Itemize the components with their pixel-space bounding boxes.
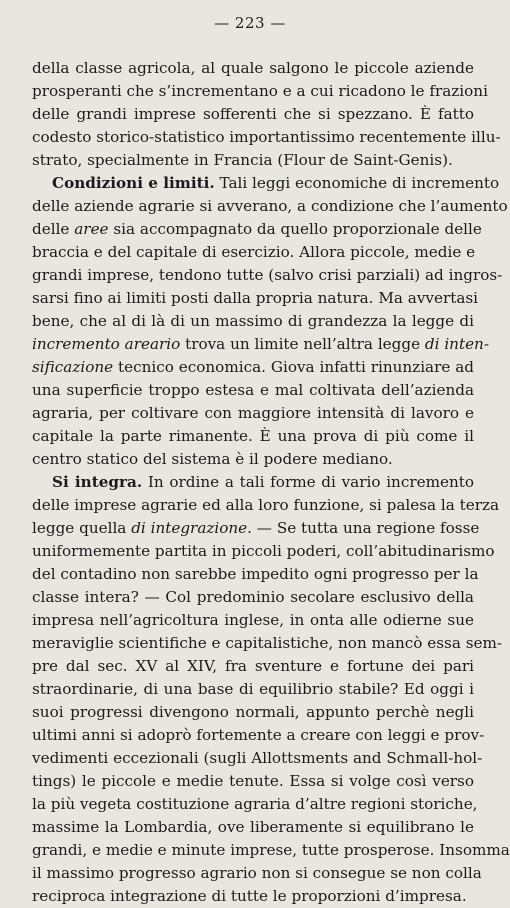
page-number: — 223 — — [214, 14, 286, 32]
text-line — [32, 563, 479, 586]
line-text: meraviglie scientifiche e capitalistiche, non mancò essa sem- — [32, 634, 503, 652]
text-line — [32, 494, 500, 517]
line-text: una superficie troppo estesa e mal coltivata dell’azienda — [32, 381, 474, 399]
text-line — [32, 172, 500, 195]
text-line — [32, 885, 474, 908]
line-text: delle aziende agrarie si avverano, a condizione che l’aumento — [32, 197, 508, 215]
text-line — [32, 586, 474, 609]
text-line — [32, 379, 474, 402]
line-text: grandi, e medie e minute imprese, tutte prosperose. Insomma — [32, 841, 510, 859]
italic-term: sificazione — [32, 358, 114, 376]
line-text: strato, specialmente in Francia (Flour de Saint-Genis). — [32, 151, 453, 169]
line-text: braccia e del capitale di esercizio. Allora piccole, medie e — [32, 243, 476, 261]
line-text: vedimenti eccezionali (sugli Allottsments and Schmall-hol- — [32, 749, 483, 767]
line-text: sia accompagnato da quello proporzionale delle — [108, 220, 482, 238]
section-lead: Condizioni e limiti. — [52, 174, 215, 192]
line-text: sarsi fino ai limiti posti dalla propria natura. Ma avvertasi — [32, 289, 479, 307]
italic-term: incremento areario — [32, 335, 181, 353]
text-line — [32, 356, 474, 379]
text-line — [32, 609, 474, 632]
text-line — [32, 471, 474, 494]
line-text: della classe agricola, al quale salgono le piccole aziende — [32, 59, 474, 77]
text-line — [32, 655, 474, 678]
line-text: pre dal sec. XV al XIV, fra sventure e fortune dei pari — [32, 657, 474, 675]
body-text — [32, 57, 510, 908]
text-line — [32, 770, 474, 793]
line-text: codesto storico-statistico importantissimo recentemente illu- — [32, 128, 501, 146]
text-line — [32, 540, 495, 563]
line-text-prefix: legge quella — [32, 519, 132, 537]
text-line — [32, 448, 474, 471]
line-text: — Se tutta una regione fosse — [251, 519, 480, 537]
line-text: suoi progressi divengono normali, appunto perchè negli — [32, 703, 474, 721]
line-text: centro statico del sistema è il podere mediano. — [32, 450, 393, 468]
line-text: classe intera? — Col predominio secolare esclusivo della — [32, 588, 474, 606]
text-line — [32, 103, 474, 126]
line-text: il massimo progresso agrario non si consegue se non colla — [32, 864, 482, 882]
italic-term: aree — [74, 220, 109, 238]
text-line — [32, 80, 488, 103]
text-line — [32, 793, 478, 816]
line-text: trova un limite nell’altra legge — [180, 335, 425, 353]
text-line — [32, 816, 474, 839]
line-text: tecnico economica. Giova infatti rinunziare ad — [113, 358, 474, 376]
italic-term: di inten- — [424, 335, 489, 353]
line-text: ultimi anni si adoprò fortemente a creare con leggi e prov- — [32, 726, 485, 744]
line-text: Tali leggi economiche di incremento — [214, 174, 500, 192]
line-text: uniformemente partita in piccoli poderi, coll’abitudinarismo — [32, 542, 495, 560]
text-line — [32, 632, 503, 655]
text-line — [32, 195, 508, 218]
line-text: del contadino non sarebbe impedito ogni progresso per la — [32, 565, 479, 583]
line-text: grandi imprese, tendono tutte (salvo crisi parziali) ad ingros- — [32, 266, 503, 284]
text-line — [32, 701, 474, 724]
line-text: agraria, per coltivare con maggiore intensità di lavoro e — [32, 404, 474, 422]
text-line — [32, 425, 474, 448]
text-line — [32, 724, 485, 747]
text-line — [32, 57, 474, 80]
line-text: straordinarie, di una base di equilibrio stabile? Ed oggi i — [32, 680, 474, 698]
line-text: tings) le piccole e medie tenute. Essa si volge così verso — [32, 772, 474, 790]
line-text: reciproca integrazione di tutte le proporzioni d’impresa. — [32, 887, 467, 905]
text-line — [32, 287, 479, 310]
text-line — [32, 862, 482, 885]
text-line — [32, 310, 474, 333]
line-text: delle imprese agrarie ed alla loro funzione, si palesa la terza — [32, 496, 500, 514]
line-text-prefix: delle — [32, 220, 75, 238]
text-line — [32, 678, 474, 701]
line-text: massime la Lombardia, ove liberamente si equilibrano le — [32, 818, 474, 836]
line-text: In ordine a tali forme di vario incremento — [142, 473, 475, 491]
text-line — [32, 402, 474, 425]
line-text: bene, che al di là di un massimo di grandezza la legge di — [32, 312, 474, 330]
line-text: prosperanti che s’incrementano e a cui ricadono le frazioni — [32, 82, 488, 100]
line-text: la più vegeta costituzione agraria d’altre regioni storiche, — [32, 795, 478, 813]
text-line — [32, 126, 501, 149]
text-line — [32, 333, 489, 356]
text-line — [32, 517, 480, 540]
text-line — [32, 264, 503, 287]
line-text: impresa nell’agricoltura inglese, in onta alle odierne sue — [32, 611, 474, 629]
line-text: delle grandi imprese sofferenti che si spezzano. È fatto — [32, 105, 474, 123]
text-line — [32, 241, 474, 264]
line-text: capitale la parte rimanente. È una prova di più come il — [32, 427, 474, 445]
italic-term: di integrazione. — [131, 519, 252, 537]
text-line — [32, 747, 483, 770]
section-lead: Si integra. — [52, 473, 143, 491]
text-line — [32, 149, 474, 172]
text-line — [32, 839, 510, 862]
text-line — [32, 218, 482, 241]
